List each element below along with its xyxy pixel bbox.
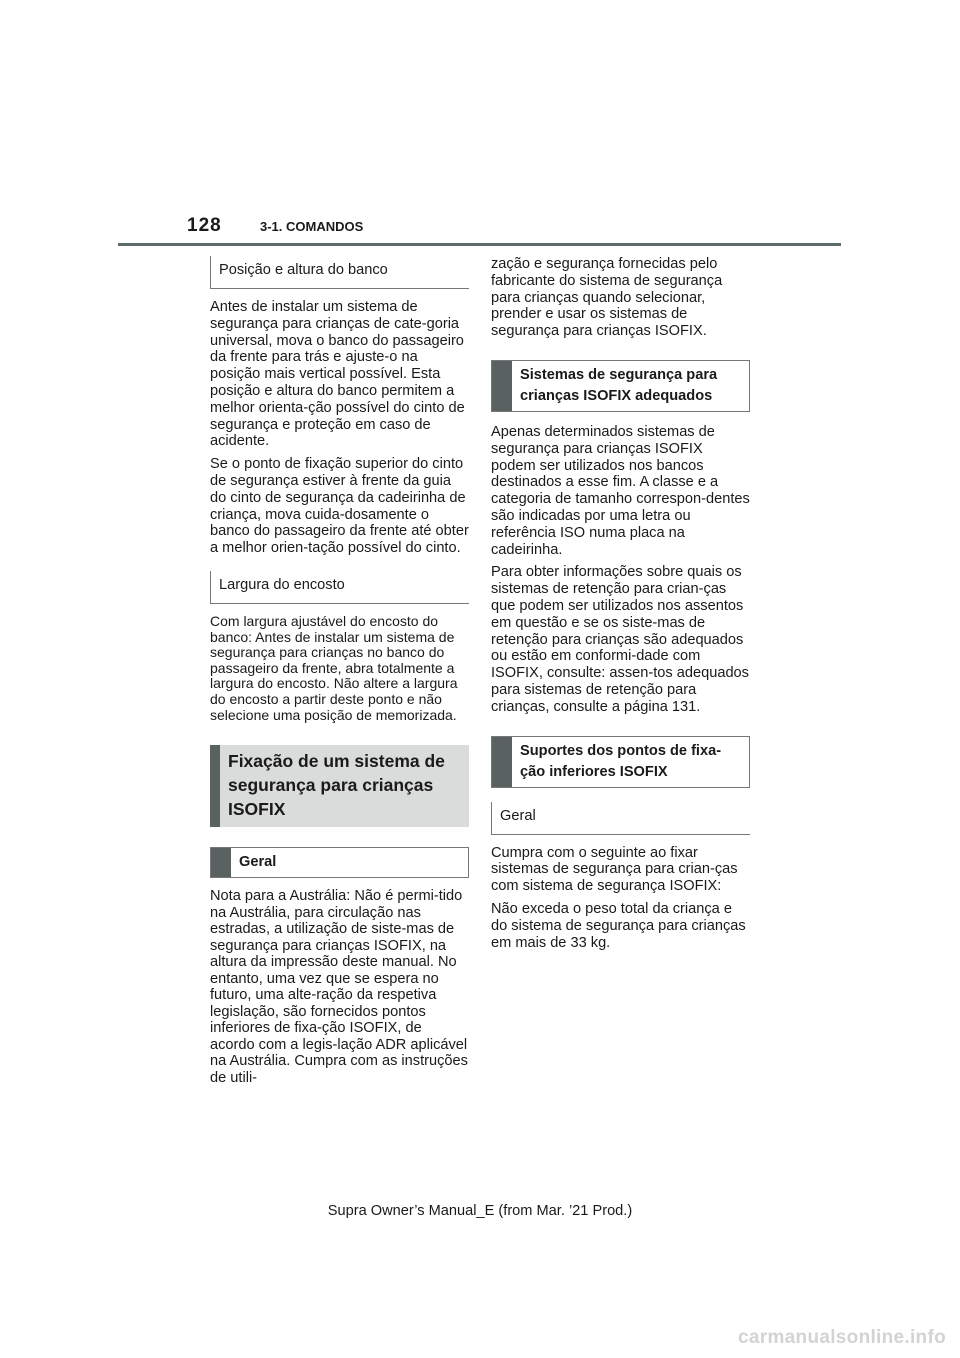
footer-manual-title: Supra Owner’s Manual_E (from Mar. ’21 Prod.) xyxy=(327,1203,633,1219)
box-heading-suitable-isofix xyxy=(491,360,750,412)
paragraph: zação e segurança fornecidas pelo fabricante do sistema de segurança para crianças quando selecionar, prender e usar os sistemas de segurança para crianças ISOFIX. xyxy=(491,256,723,340)
box-bar xyxy=(211,848,231,877)
box-bar xyxy=(492,737,512,787)
left-column xyxy=(210,256,469,1092)
box-label: Sistemas de segurança para crianças ISOFIX adequados xyxy=(520,366,718,404)
box-label: Geral xyxy=(239,854,277,871)
paragraph: Se o ponto de fixação superior do cinto de segurança estiver à frente da guia do cinto de segurança da cadeirinha de criança, mova cuida-dosamente o banco do passageiro da frente até obter a melhor orien-tação possível do cinto. xyxy=(210,456,469,557)
box-heading-general xyxy=(210,847,469,878)
right-column xyxy=(491,256,750,957)
heading-label: Fixação de um sistema de segurança para crianças ISOFIX xyxy=(228,751,445,820)
paragraph: Cumpra com o seguinte ao fixar sistemas de segurança para crian-ças com sistema de segurança ISOFIX: xyxy=(491,844,738,895)
paragraph: Apenas determinados sistemas de segurança para crianças ISOFIX podem ser utilizados nos bancos destinados a esse fim. A classe e a categoria de tamanho correspon-dentes são indicadas por uma letra ou referência ISO numa placa na cadeirinha. xyxy=(491,423,750,558)
paragraph: Para obter informações sobre quais os sistemas de retenção para crian-ças que podem ser utilizados nos assentos em questão e se os siste-mas de retenção para crianças são adequados ou estão em conformi-dade com ISOFIX, consulte: assen-tos adequados para sistemas de retenção para crianças, consulte a página 131. xyxy=(491,564,749,715)
paragraph: Com largura ajustável do encosto do banco: Antes de instalar um sistema de segurança para crianças no banco do passageiro da frente, abra totalmente a largura do encosto. Não altere a largura do encosto a partir deste ponto e não selecione uma posição de memorizada. xyxy=(210,612,458,723)
box-label: Suportes dos pontos de fixa-ção inferiores ISOFIX xyxy=(520,742,722,780)
subheading-seat-position: Posição e altura do banco xyxy=(210,256,469,289)
page-number: 128 xyxy=(187,215,222,236)
box-heading-lower-anchors xyxy=(491,736,750,788)
paragraph: Nota para a Austrália: Não é permi-tido na Austrália, para circulação nas estradas, a utilização de siste-mas de segurança para crianças ISOFIX, na altura da impressão deste manual. No entanto, uma vez que se espera no futuro, uma alte-ração da respetiva legislação, são fornecidos pontos inferiores de fixa-ção ISOFIX, de acordo com a legis-lação ADR aplicável na Austrália. Cumpra com as instruções de utili- xyxy=(210,888,468,1086)
section-heading-isofix xyxy=(210,745,469,827)
subheading-general: Geral xyxy=(491,802,750,835)
watermark: carmanualsonline.info xyxy=(738,1327,946,1348)
box-bar xyxy=(492,361,512,411)
heading-bar xyxy=(210,745,220,827)
subheading-backrest-width: Largura do encosto xyxy=(210,571,469,604)
paragraph: Não exceda o peso total da criança e do sistema de segurança para crianças em mais de 33 kg. xyxy=(491,900,746,951)
header-divider xyxy=(118,243,841,246)
paragraph: Antes de instalar um sistema de segurança para crianças de cate-goria universal, mova o banco do passageiro da frente para trás e ajuste-o na posição mais vertical possível. Esta posição e altura do banco permitem a melhor orienta-ção possível do cinto de segurança e proteção em caso de acidente. xyxy=(210,299,465,450)
section-title: 3-1. COMANDOS xyxy=(260,219,364,234)
